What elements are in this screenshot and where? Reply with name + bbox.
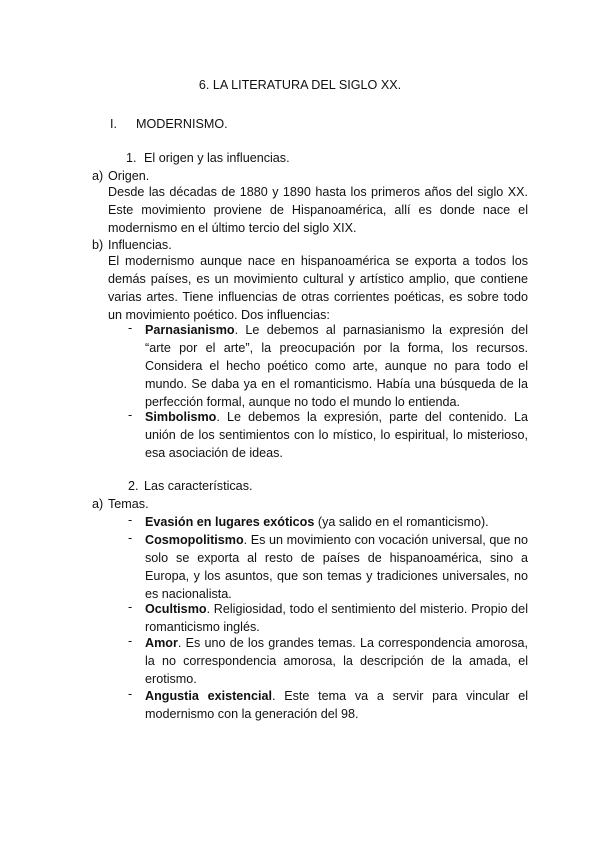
list-dash: - [128,513,133,527]
list-item-angustia [145,687,528,723]
list-dash: - [128,600,133,614]
origen-label: Origen. [108,169,150,183]
subsection-2-number: 2. [128,479,139,493]
item-text: . Este tema va a servir para vincular el modernismo con la generación del 98. [145,689,529,721]
term-cosmopolitismo: Cosmopolitismo [145,533,244,547]
page-title: 6. LA LITERATURA DEL SIGLO XX. [198,78,402,92]
item-text: . Es un movimiento con vocación universal, que no solo se exporta al resto de países de hispanoamérica, sino a Europa, y los asuntos, que son temas y tradiciones universales, no es nacionalista. [145,533,528,601]
list-dash: - [128,321,133,335]
term-simbolismo: Simbolismo [145,410,217,424]
list-item-cosmopolitismo [145,531,528,603]
term-amor: Amor [145,636,178,650]
influencias-label: Influencias. [108,238,172,252]
item-text: (ya salido en el romanticismo). [314,515,489,529]
subsection-1-title: El origen y las influencias. [144,151,290,165]
term-angustia: Angustia existencial [145,689,273,703]
temas-marker: a) [92,497,104,511]
list-dash: - [128,531,133,545]
term-ocultismo: Ocultismo [145,602,207,616]
origen-paragraph: Desde las décadas de 1880 y 1890 hasta los primeros años del siglo XX. Este movimiento proviene de Hispanoamérica, allí es donde nace el modernismo en el último tercio del siglo XIX. [108,185,528,235]
item-text: . Le debemos la expresión, parte del contenido. La unión de los sentimientos con lo místico, lo espiritual, lo misterioso, esa asociación de ideas. [145,410,528,460]
item-text: . Es uno de los grandes temas. La correspondencia amorosa, la no correspondencia amorosa, la descripción de la amada, el erotismo. [145,636,528,686]
list-dash: - [128,634,133,648]
subsection-2-title: Las características. [144,479,253,493]
list-item-simbolismo [145,408,528,462]
influencias-paragraph: El modernismo aunque nace en hispanoamérica se exporta a todos los demás países, es un movimiento cultural y artístico amplio, que contiene varias artes. Tiene influencias de otras corrientes poéticas, es sobre todo un movimiento poético. Dos influencias: [108,254,528,322]
term-parnasianismo: Parnasianismo [145,323,235,337]
section-heading: MODERNISMO. [136,117,228,131]
influencias-marker: b) [92,238,104,252]
temas-label: Temas. [108,497,149,511]
term-evasion: Evasión en lugares exóticos [145,515,315,529]
list-dash: - [128,687,133,701]
item-text: . Religiosidad, todo el sentimiento del misterio. Propio del romanticismo inglés. [145,602,528,634]
section-numeral: I. [110,117,117,131]
list-dash: - [128,408,133,422]
origen-marker: a) [92,169,104,183]
list-item-evasion [145,513,528,531]
item-text: . Le debemos al parnasianismo la expresión del “arte por el arte”, la preocupación por la forma, los recursos. Considera el hecho poético como arte, aunque no para todo el mundo. Se daba ya en el romanticismo. Había una búsqueda de la perfección formal, aunque no todo el mundo lo entienda. [145,323,528,409]
list-item-amor [145,634,528,688]
list-item-parnasianismo [145,321,528,411]
list-item-ocultismo [145,600,528,636]
subsection-1-number: 1. [126,151,137,165]
